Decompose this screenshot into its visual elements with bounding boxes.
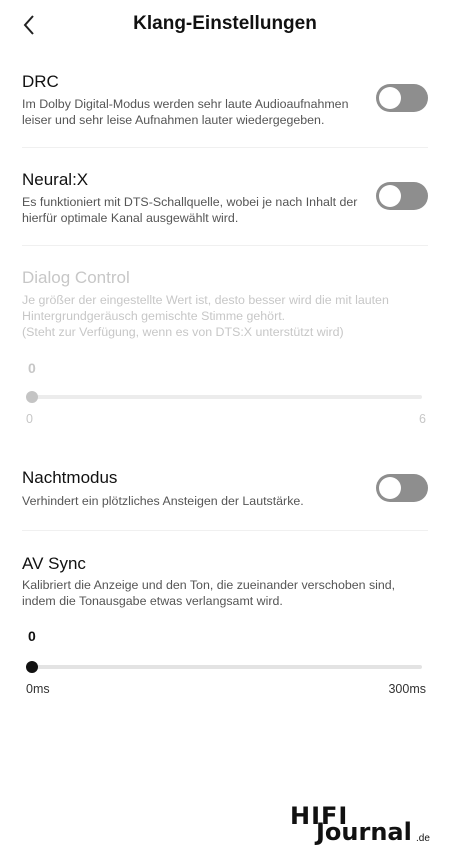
toggle-knob bbox=[379, 87, 401, 109]
neural-x-toggle[interactable] bbox=[376, 182, 428, 210]
neural-x-description: Es funktioniert mit DTS-Schallquelle, wobei je nach Inhalt der hierfür optimale Kanal ausgewählt wird. bbox=[22, 195, 358, 225]
neural-x-section bbox=[0, 164, 450, 244]
av-sync-max: 300ms bbox=[388, 682, 426, 696]
dialog-control-max: 6 bbox=[419, 412, 426, 426]
neural-x-title: Neural:X bbox=[22, 170, 89, 189]
night-mode-description: Verhindert ein plötzliches Ansteigen der Lautstärke. bbox=[22, 494, 304, 508]
dialog-control-note: (Steht zur Verfügung, wenn es von DTS:X unterstützt wird) bbox=[22, 325, 344, 339]
logo-hifi-text: HIFI bbox=[290, 802, 349, 830]
divider bbox=[22, 245, 428, 246]
dialog-control-min: 0 bbox=[26, 412, 33, 426]
night-mode-toggle[interactable] bbox=[376, 474, 428, 502]
dialog-control-slider[interactable] bbox=[32, 395, 422, 399]
slider-thumb[interactable] bbox=[26, 661, 38, 673]
drc-description: Im Dolby Digital-Modus werden sehr laute Audioaufnahmen leiser und sehr leise Aufnahmen lauter wiedergegeben. bbox=[22, 97, 349, 127]
dialog-control-description: Je größer der eingestellte Wert ist, desto besser wird die mit lauten Hintergrundgeräusch gemischte Stimme gehört. bbox=[22, 293, 389, 323]
drc-toggle[interactable] bbox=[376, 84, 428, 112]
av-sync-description: Kalibriert die Anzeige und den Ton, die zueinander verschoben sind, indem die Tonausgabe etwas verlangsamt wird. bbox=[22, 578, 396, 608]
toggle-knob bbox=[379, 477, 401, 499]
top-bar bbox=[0, 0, 450, 52]
av-sync-section bbox=[0, 548, 450, 708]
toggle-knob bbox=[379, 185, 401, 207]
dialog-control-section bbox=[0, 262, 450, 432]
av-sync-value: 0 bbox=[28, 628, 36, 644]
av-sync-title: AV Sync bbox=[22, 554, 86, 573]
dialog-control-value: 0 bbox=[28, 360, 36, 376]
divider bbox=[22, 530, 428, 531]
logo-journal-text: Journal bbox=[316, 818, 412, 846]
page-title: Klang-Einstellungen bbox=[133, 13, 317, 34]
hifi-journal-logo bbox=[290, 802, 435, 847]
night-mode-title: Nachtmodus bbox=[22, 468, 118, 487]
night-mode-section bbox=[0, 462, 450, 522]
drc-title: DRC bbox=[22, 72, 59, 91]
av-sync-min: 0ms bbox=[26, 682, 50, 696]
av-sync-slider[interactable] bbox=[32, 665, 422, 669]
dialog-control-title: Dialog Control bbox=[22, 268, 130, 287]
drc-section bbox=[0, 66, 450, 146]
divider bbox=[22, 147, 428, 148]
slider-thumb[interactable] bbox=[26, 391, 38, 403]
logo-domain-suffix: .de bbox=[416, 833, 430, 844]
